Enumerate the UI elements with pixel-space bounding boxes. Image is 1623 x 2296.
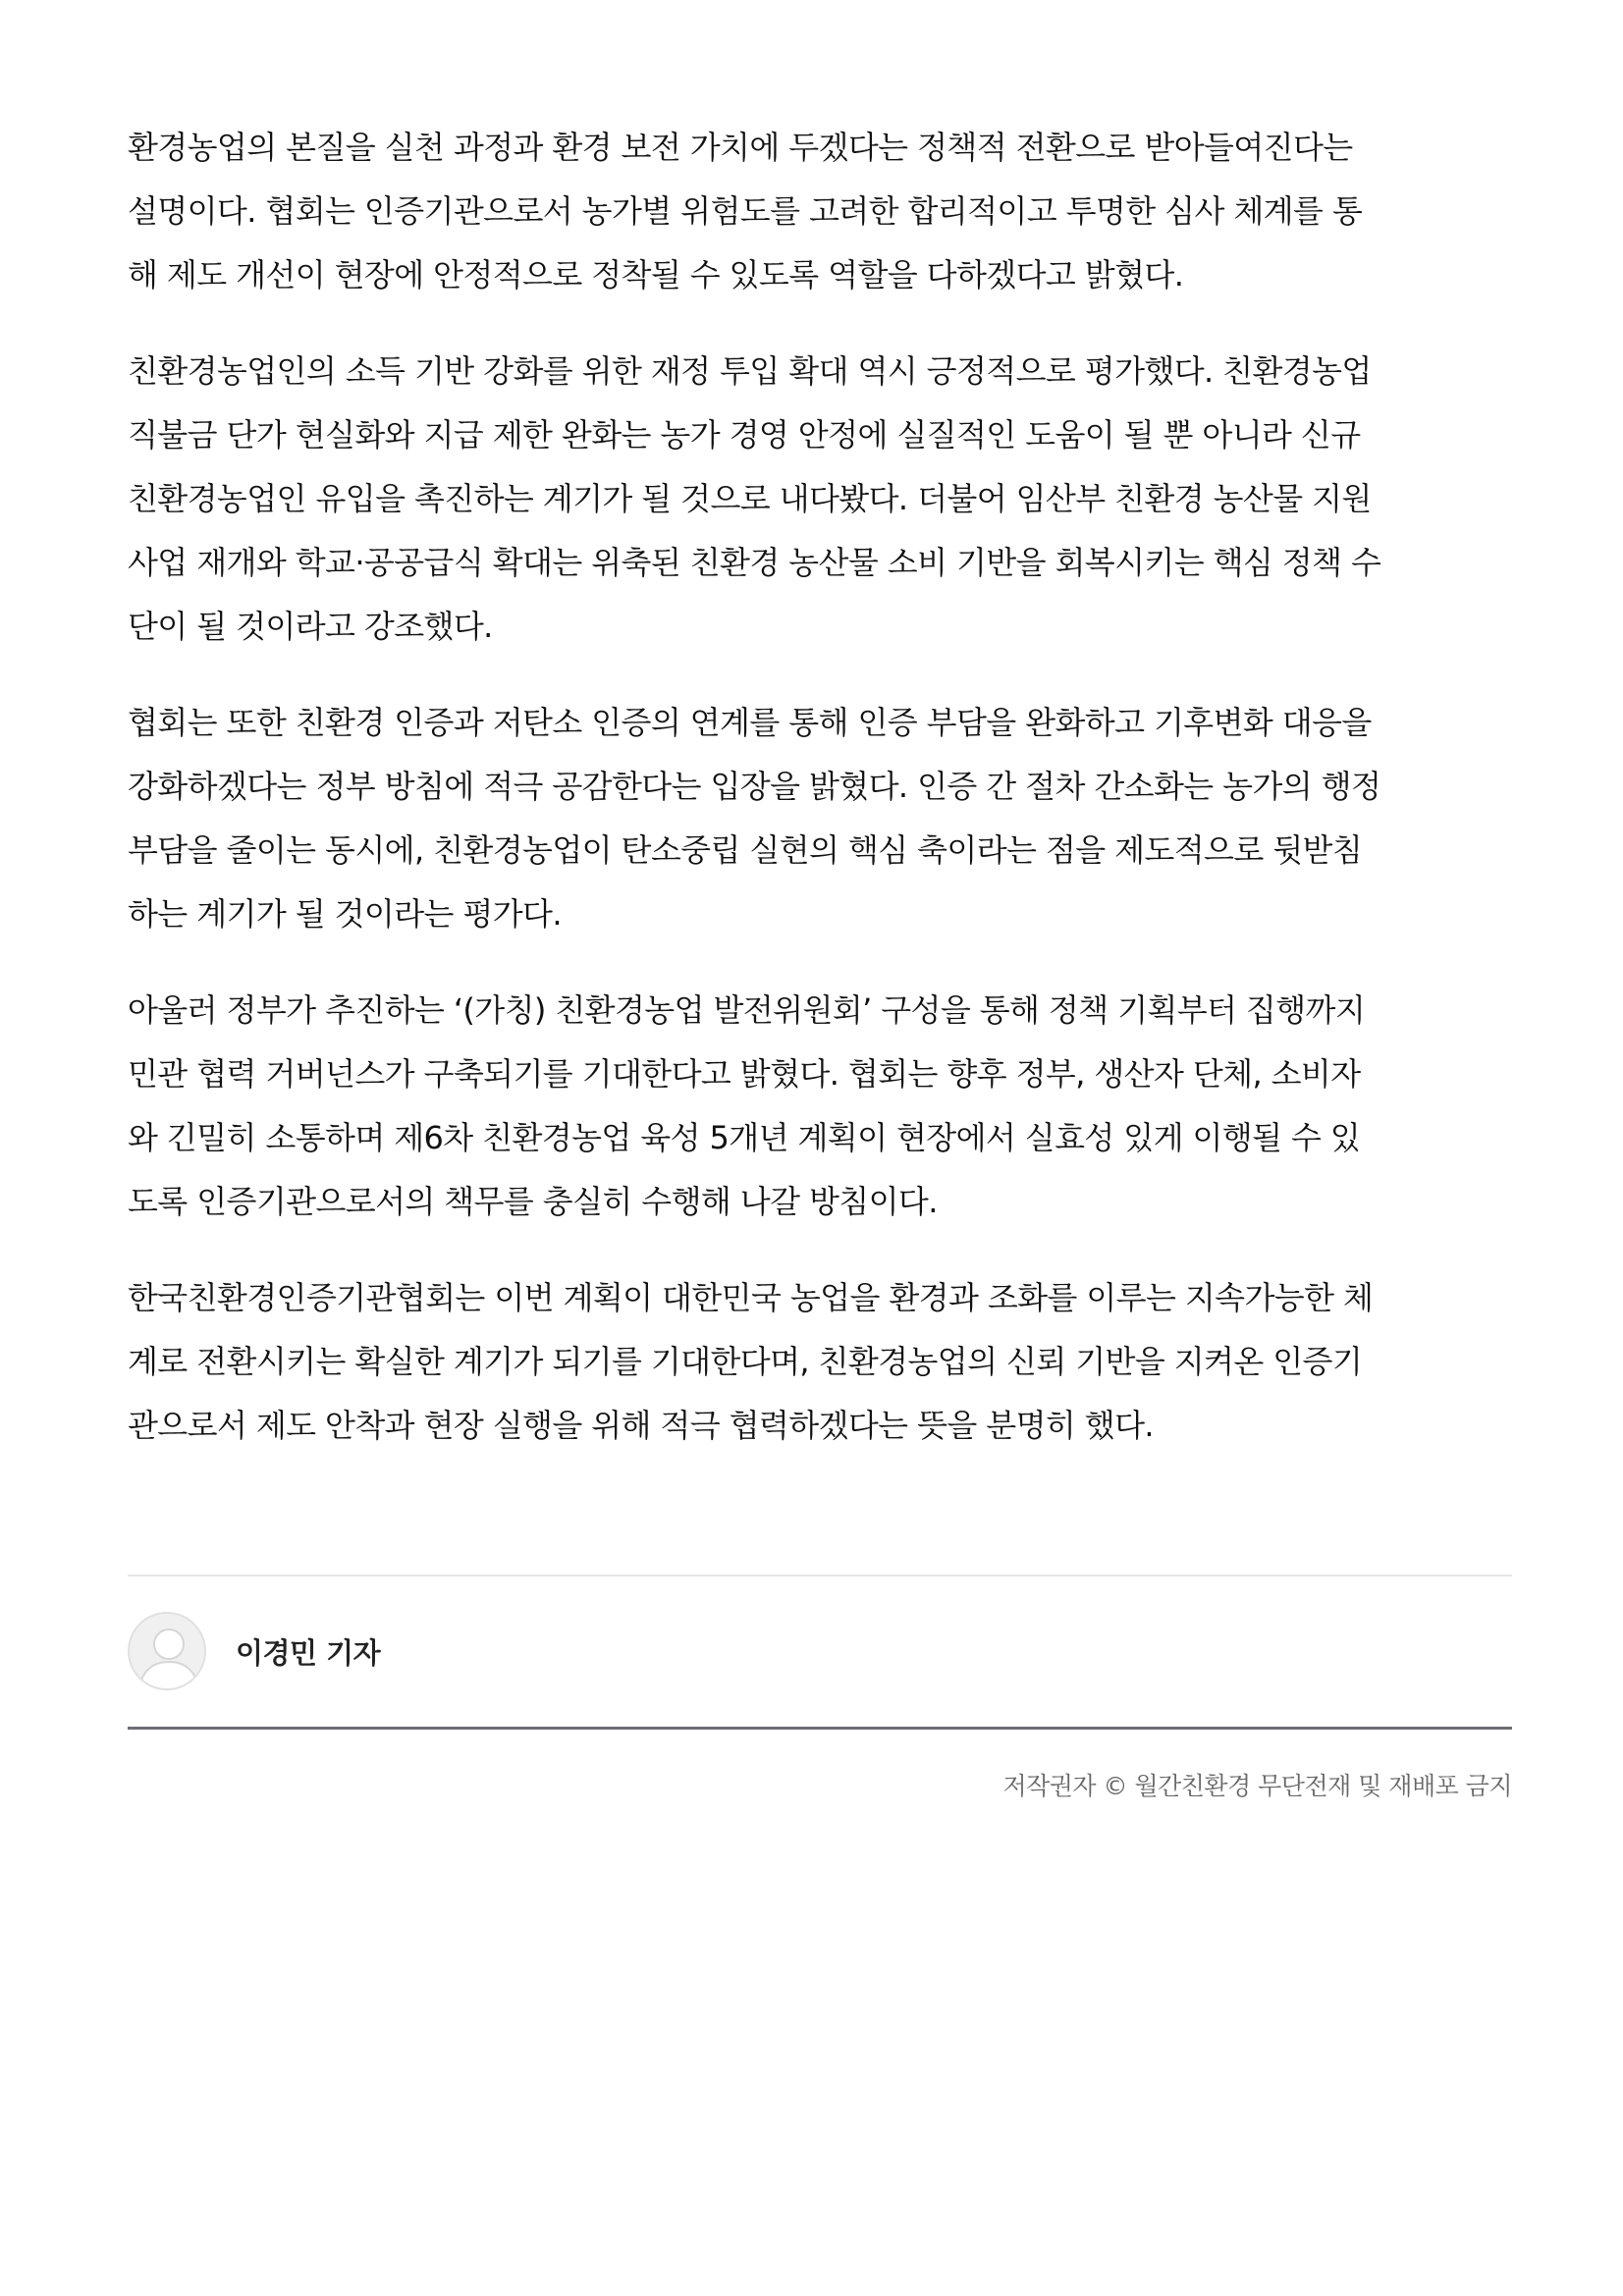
paragraph-line: 도록 인증기관으로서의 책무를 충실히 수행해 나갈 방침이다. xyxy=(128,1183,938,1220)
copyright-notice: 저작권자 © 월간친환경 무단전재 및 재배포 금지 xyxy=(1002,1772,1512,1800)
paragraph-line: 한국친환경인증기관협회는 이번 계획이 대한민국 농업을 환경과 조화를 이루는 지속가능한 체 xyxy=(128,1279,1374,1316)
article-body xyxy=(128,116,1512,1490)
paragraph-line: 사업 재개와 학교·공공급식 확대는 위축된 친환경 농산물 소비 기반을 회복시키는 핵심 정책 수 xyxy=(128,544,1381,581)
paragraph-line: 해 제도 개선이 현장에 안정적으로 정착될 수 있도록 역할을 다하겠다고 밝혔다. xyxy=(128,256,1184,294)
article-paragraph-2 xyxy=(128,340,1512,659)
paragraph-line: 환경농업의 본질을 실천 과정과 환경 보전 가치에 두겠다는 정책적 전환으로 받아들여진다는 xyxy=(128,129,1353,166)
paragraph-line: 강화하겠다는 정부 방침에 적극 공감한다는 입장을 밝혔다. 인증 간 절차 간소화는 농가의 행정 xyxy=(128,768,1381,805)
paragraph-line: 관으로서 제도 안착과 현장 실행을 위해 적극 협력하겠다는 뜻을 분명히 했다. xyxy=(128,1407,1154,1444)
paragraph-line: 아울러 정부가 추진하는 ‘(가칭) 친환경농업 발전위원회’ 구성을 통해 정책 기획부터 집행까지 xyxy=(128,991,1366,1029)
article-paragraph-5 xyxy=(128,1266,1512,1458)
user-silhouette-icon xyxy=(130,1614,206,1690)
paragraph-line: 와 긴밀히 소통하며 제6차 친환경농업 육성 5개년 계획이 현장에서 실효성 있게 이행될 수 있 xyxy=(128,1119,1361,1156)
article-paragraph-1 xyxy=(128,116,1512,307)
article-paragraph-4 xyxy=(128,979,1512,1234)
paragraph-line: 협회는 또한 친환경 인증과 저탄소 인증의 연계를 통해 인증 부담을 완화하고 기후변화 대응을 xyxy=(128,704,1372,741)
avatar xyxy=(128,1612,206,1690)
byline-top-divider xyxy=(128,1575,1512,1576)
paragraph-line: 친환경농업인 유입을 촉진하는 계기가 될 것으로 내다봤다. 더불어 임산부 친환경 농산물 지원 xyxy=(128,480,1372,517)
paragraph-line: 계로 전환시키는 확실한 계기가 되기를 기대한다며, 친환경농업의 신뢰 기반을 지켜온 인증기 xyxy=(128,1343,1363,1380)
article-paragraph-3 xyxy=(128,691,1512,946)
paragraph-line: 단이 될 것이라고 강조했다. xyxy=(128,608,493,645)
paragraph-line: 직불금 단가 현실화와 지급 제한 완화는 농가 경영 안정에 실질적인 도움이 될 뿐 아니라 신규 xyxy=(128,416,1361,454)
byline-bottom-divider xyxy=(128,1727,1512,1730)
reporter-byline xyxy=(128,1610,380,1692)
paragraph-line: 하는 계기가 될 것이라는 평가다. xyxy=(128,895,562,933)
paragraph-line: 설명이다. 협회는 인증기관으로서 농가별 위험도를 고려한 합리적이고 투명한 심사 체계를 통 xyxy=(128,192,1363,230)
reporter-name[interactable]: 이경민 기자 xyxy=(236,1635,381,1670)
paragraph-line: 부담을 줄이는 동시에, 친환경농업이 탄소중립 실현의 핵심 축이라는 점을 제도적으로 뒷받침 xyxy=(128,831,1363,869)
paragraph-line: 친환경농업인의 소득 기반 강화를 위한 재정 투입 확대 역시 긍정적으로 평가했다. 친환경농업 xyxy=(128,352,1372,390)
paragraph-line: 민관 협력 거버넌스가 구축되기를 기대한다고 밝혔다. 협회는 향후 정부, 생산자 단체, 소비자 xyxy=(128,1055,1361,1093)
